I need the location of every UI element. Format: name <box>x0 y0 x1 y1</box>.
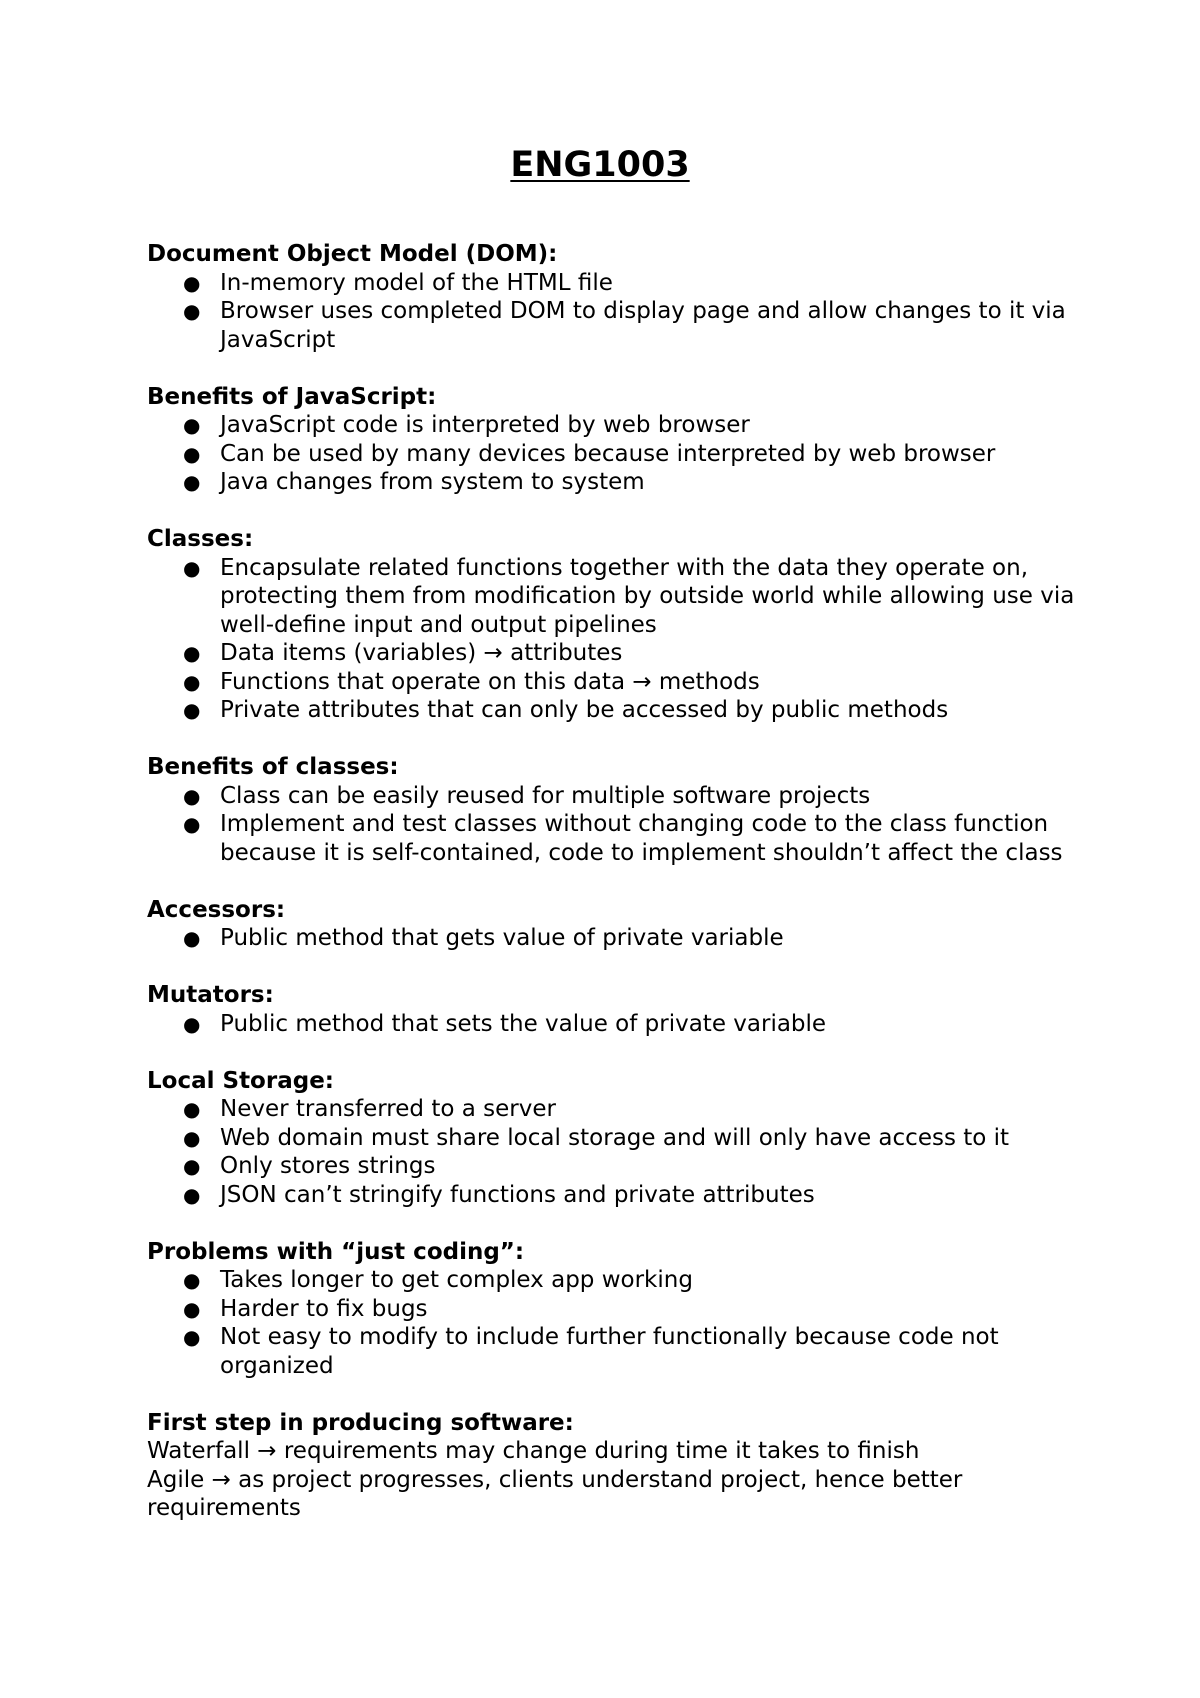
bullet-item <box>147 696 1077 725</box>
section <box>147 525 1077 725</box>
bullet-text: Private attributes that can only be accessed by public methods <box>220 697 949 723</box>
bullet-dot-icon: ● <box>183 470 201 494</box>
bullet-dot-icon: ● <box>183 1296 201 1321</box>
paragraph-line: Waterfall → requirements may change during time it takes to finish <box>147 1438 920 1464</box>
bullet-dot-icon: ● <box>183 1325 201 1349</box>
bullet-dot-icon: ● <box>183 1097 201 1121</box>
section <box>147 896 1077 953</box>
section-heading: Problems with “just coding”: <box>147 1238 525 1265</box>
bullet-dot-icon: ● <box>183 270 201 295</box>
bullet-list <box>147 269 1077 355</box>
bullet-list <box>147 411 1077 497</box>
bullet-text: Takes longer to get complex app working <box>220 1267 693 1293</box>
bullet-text: JSON can’t stringify functions and private attributes <box>220 1181 815 1208</box>
bullet-dot-icon: ● <box>183 1154 201 1178</box>
bullet-text: Functions that operate on this data → methods <box>220 668 760 695</box>
bullet-dot-icon: ● <box>183 669 201 694</box>
bullet-text: Java changes from system to system <box>220 469 645 495</box>
bullet-list <box>147 1266 1077 1380</box>
bullet-dot-icon: ● <box>183 1268 201 1292</box>
bullet-text: Public method that gets value of private variable <box>220 925 784 951</box>
bullet-text: Browser uses completed DOM to display page and allow changes to it via JavaScript <box>220 298 1066 353</box>
section-heading: Accessors: <box>147 896 286 923</box>
bullet-dot-icon: ● <box>183 698 201 722</box>
section-heading: Classes: <box>147 526 254 552</box>
bullet-list <box>147 782 1077 868</box>
bullet-dot-icon: ● <box>183 812 201 836</box>
section <box>147 1238 1077 1381</box>
bullet-item <box>147 269 1077 298</box>
bullet-dot-icon: ● <box>183 783 201 808</box>
bullet-text: In-memory model of the HTML file <box>220 269 613 296</box>
section <box>147 383 1077 497</box>
section-heading: First step in producing software: <box>147 1409 574 1436</box>
bullet-dot-icon: ● <box>183 555 201 580</box>
section <box>147 1067 1077 1210</box>
section-heading: Local Storage: <box>147 1067 334 1094</box>
bullet-text: Never transferred to a server <box>220 1096 556 1122</box>
bullet-text: Only stores strings <box>220 1153 436 1179</box>
bullet-text: Harder to fix bugs <box>220 1295 428 1322</box>
section <box>147 981 1077 1038</box>
bullet-item <box>147 1181 1077 1210</box>
section-heading: Benefits of classes: <box>147 754 399 780</box>
bullet-dot-icon: ● <box>183 926 201 950</box>
bullet-list <box>147 554 1077 725</box>
bullet-text: Data items (variables) → attributes <box>220 640 623 666</box>
bullet-list <box>147 924 1077 953</box>
section-heading: Mutators: <box>147 982 274 1008</box>
bullet-item <box>147 810 1077 867</box>
section-heading: Benefits of JavaScript: <box>147 383 437 410</box>
bullet-list <box>147 1010 1077 1039</box>
bullet-text: Implement and test classes without changing code to the class function because it is self-contained, code to implement shouldn’t affect the class <box>220 811 1063 866</box>
bullet-item <box>147 468 1077 497</box>
bullet-text: Class can be easily reused for multiple software projects <box>220 782 871 809</box>
section <box>147 240 1077 354</box>
bullet-dot-icon: ● <box>183 299 201 323</box>
paragraph-line: Agile → as project progresses, clients understand project, hence better requirements <box>147 1466 963 1521</box>
bullet-item <box>147 1010 1077 1039</box>
bullet-list <box>147 1095 1077 1209</box>
bullet-text: Not easy to modify to include further functionally because code not organized <box>220 1324 999 1379</box>
bullet-text: Can be used by many devices because interpreted by web browser <box>220 440 996 467</box>
bullet-item <box>147 1323 1077 1380</box>
bullet-item <box>147 297 1077 354</box>
bullet-item <box>147 1095 1077 1124</box>
section-heading: Document Object Model (DOM): <box>147 241 558 267</box>
bullet-dot-icon: ● <box>183 413 201 437</box>
bullet-item <box>147 924 1077 953</box>
bullet-text: Encapsulate related functions together with the data they operate on, protecting them from modification by outside world while allowing use via well-define input and output pipelines <box>220 554 1075 638</box>
bullet-dot-icon: ● <box>183 1125 201 1150</box>
bullet-dot-icon: ● <box>183 441 201 466</box>
bullet-dot-icon: ● <box>183 641 201 665</box>
bullet-dot-icon: ● <box>183 1011 201 1036</box>
bullet-item <box>147 440 1077 469</box>
bullet-item <box>147 411 1077 440</box>
section <box>147 753 1077 867</box>
section <box>147 1409 1077 1523</box>
bullet-text: Public method that sets the value of private variable <box>220 1010 827 1037</box>
bullet-dot-icon: ● <box>183 1182 201 1207</box>
bullet-item <box>147 1152 1077 1181</box>
bullet-item <box>147 1124 1077 1153</box>
bullet-item <box>147 782 1077 811</box>
bullet-item <box>147 1295 1077 1324</box>
bullet-text: JavaScript code is interpreted by web browser <box>220 412 750 438</box>
bullet-item <box>147 668 1077 697</box>
bullet-item <box>147 1266 1077 1295</box>
bullet-item <box>147 639 1077 668</box>
bullet-text: Web domain must share local storage and will only have access to it <box>220 1124 1010 1151</box>
document-title: ENG1003 <box>510 145 690 185</box>
document-body <box>147 240 1077 1551</box>
bullet-item <box>147 554 1077 640</box>
